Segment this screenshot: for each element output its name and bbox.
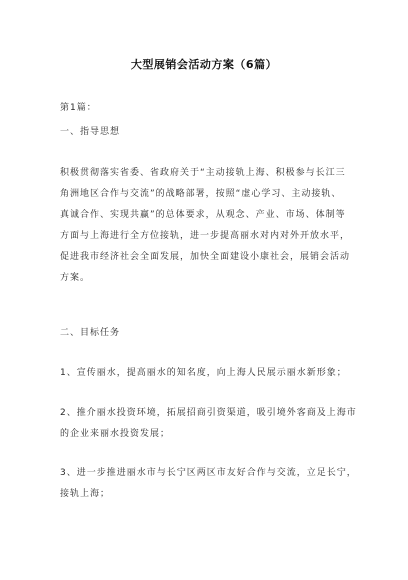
task-item-1	[60, 363, 360, 384]
section-heading-goals-tasks: 二、目标任务	[60, 328, 121, 338]
paragraph-line: 2、推介丽水投资环境，拓展招商引资渠道，吸引境外客商及上海市	[60, 408, 357, 418]
document-title: 大型展销会活动方案（6篇）	[130, 58, 278, 71]
task-item-2	[60, 403, 360, 445]
paragraph-line: 积极贯彻落实省委、省政府关于“主动接轨上海、积极参与长江三	[60, 168, 346, 178]
section-heading-guiding-ideology: 一、指导思想	[60, 127, 121, 137]
guiding-ideology-paragraph	[60, 163, 360, 289]
paragraph-line: 1、宣传丽水，提高丽水的知名度，向上海人民展示丽水新形象；	[60, 368, 347, 378]
paragraph-line: 真诚合作、实现共赢”的总体要求，从观念、产业、市场、体制等	[60, 210, 346, 220]
paragraph-line: 角洲地区合作与交流”的战略部署，按照“虚心学习、主动接轨、	[60, 189, 342, 199]
paragraph-line: 方面与上海进行全方位接轨，进一步提高丽水对内对外开放水平，	[60, 231, 351, 241]
paragraph-line: 促进我市经济社会全面发展，加快全面建设小康社会，展销会活动	[60, 252, 351, 262]
paragraph-line: 的企业来丽水投资发展；	[60, 429, 171, 439]
task-item-3	[60, 463, 360, 505]
paragraph-line: 方案。	[60, 273, 91, 283]
paragraph-line: 接轨上海；	[60, 489, 111, 499]
chapter-label: 第1篇：	[60, 103, 97, 113]
paragraph-line: 3、进一步推进丽水市与长宁区两区市友好合作与交流，立足长宁，	[60, 468, 357, 478]
